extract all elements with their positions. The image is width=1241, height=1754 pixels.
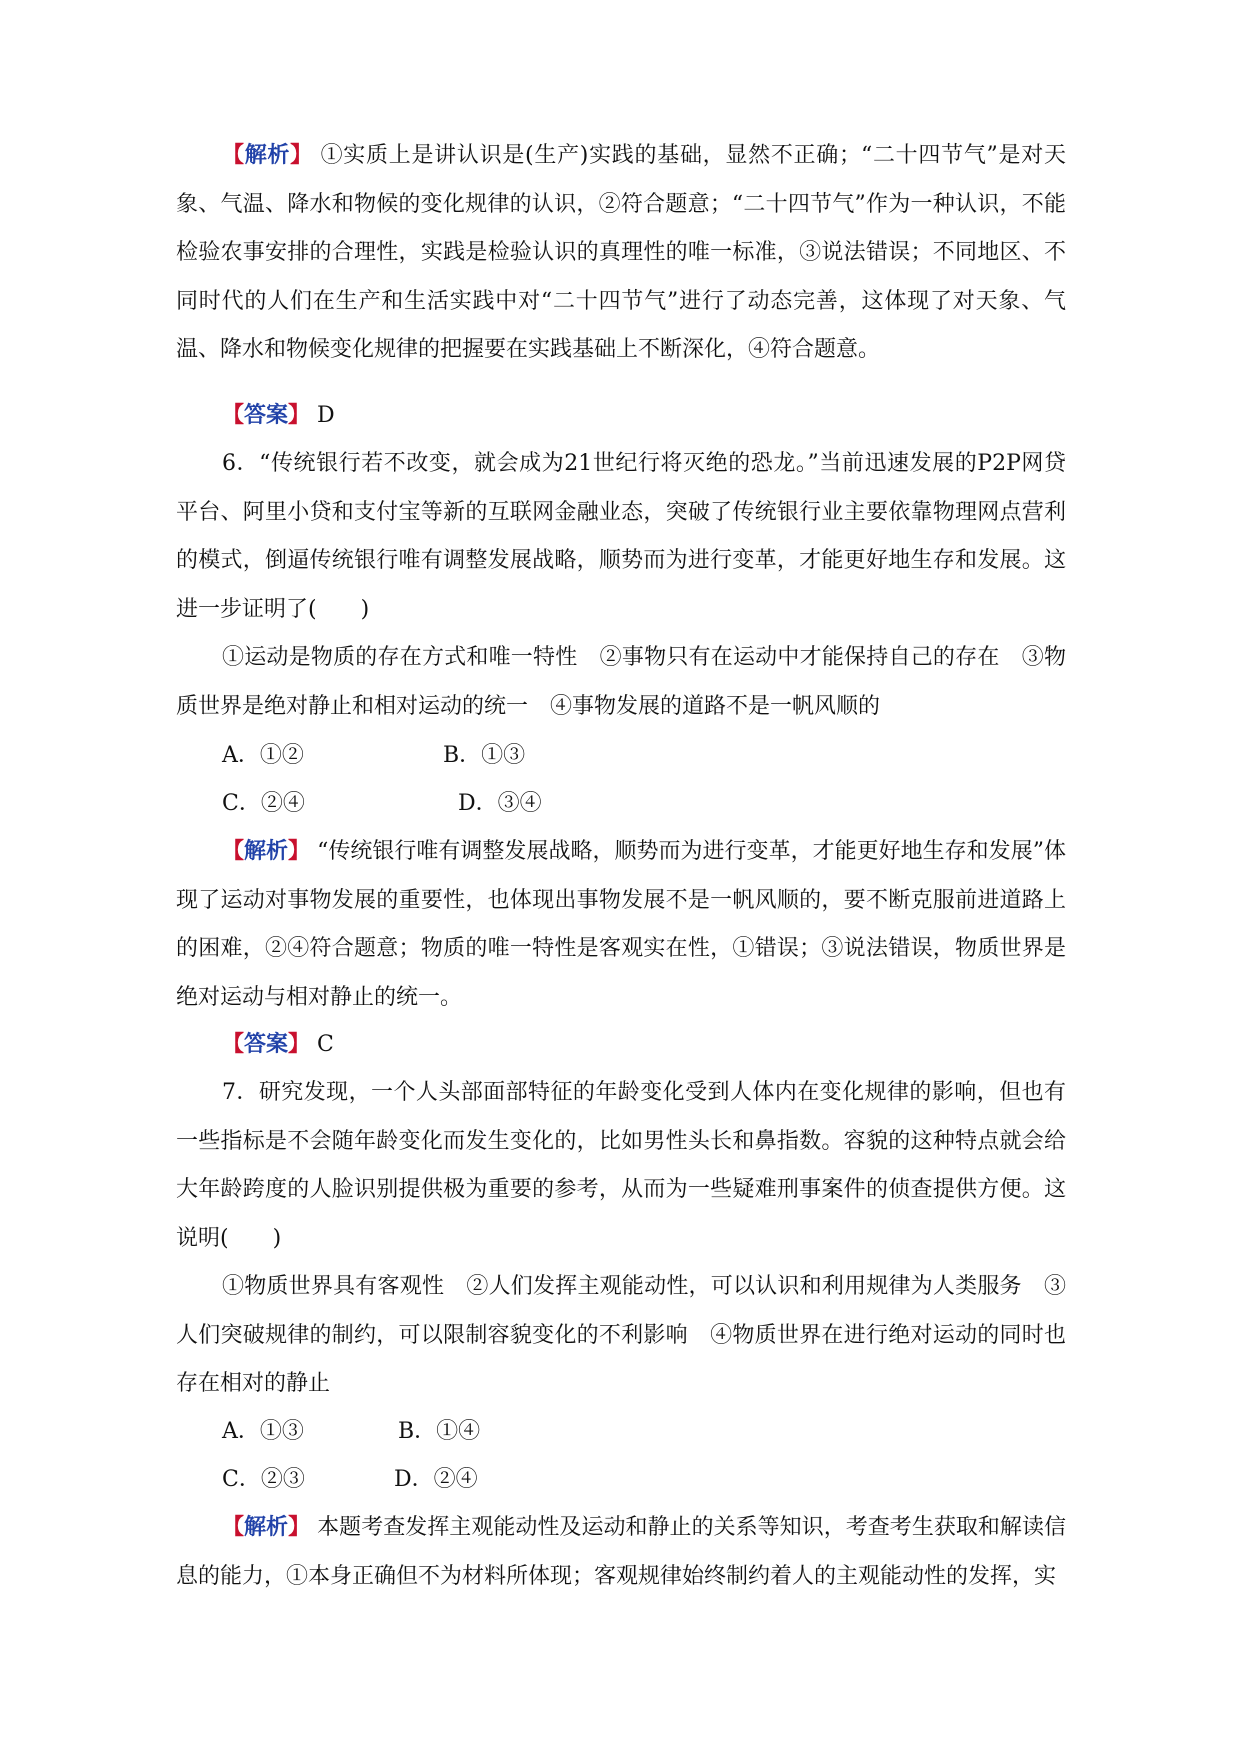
q6-analysis — [176, 828, 1066, 1022]
analysis-bracket-close: 】 — [290, 143, 313, 168]
analysis-bracket-open: 【 — [222, 143, 245, 168]
analysis-label: 解析 — [244, 839, 289, 864]
q6-option-c: C．②④ — [222, 791, 305, 816]
q7-option-c: C．②③ — [222, 1467, 305, 1492]
q6-answer-value: C — [317, 1032, 334, 1057]
answer-label: 答案 — [244, 1032, 289, 1057]
q7-statements: ①物质世界具有客观性 ②人们发挥主观能动性，可以认识和利用规律为人类服务 ③人们突破规律的制约，可以限制容貌变化的不利影响 ④物质世界在进行绝对运动的同时也存在相对的静止 — [176, 1274, 1066, 1396]
answer-label: 答案 — [244, 403, 289, 428]
q5-answer-value: D — [317, 403, 335, 428]
q7-option-b: B．①④ — [398, 1419, 481, 1444]
q6-stem: 6．“传统银行若不改变，就会成为21世纪行将灭绝的恐龙。”当前迅速发展的P2P网贷平台、阿里小贷和支付宝等新的互联网金融业态，突破了传统银行业主要依靠物理网点营利的模式，倒逼传统银行唯有调整发展战略，顺势而为进行变革，才能更好地生存和发展。这进一步证明了( ) — [176, 451, 1066, 622]
q7-option-a: A．①③ — [222, 1419, 304, 1444]
analysis-label: 解析 — [244, 143, 291, 168]
q5-analysis — [176, 132, 1066, 375]
q6-statements: ①运动是物质的存在方式和唯一特性 ②事物只有在运动中才能保持自己的存在 ③物质世界是绝对静止和相对运动的统一 ④事物发展的道路不是一帆风顺的 — [176, 645, 1066, 719]
analysis-bracket-open: 【 — [222, 1515, 245, 1540]
q7-analysis-text: 本题考查发挥主观能动性及运动和静止的关系等知识，考查考生获取和解读信息的能力，①本身正确但不为材料所体现；客观规律始终制约着人的主观能动性的发挥，实 — [176, 1515, 1066, 1589]
q5-analysis-text: ①实质上是讲认识是(生产)实践的基础，显然不正确；“二十四节气”是对天象、气温、降水和物候的变化规律的认识，②符合题意；“二十四节气”作为一种认识，不能检验农事安排的合理性，实践是检验认识的真理性的唯一标准，③说法错误；不同地区、不同时代的人们在生产和生活实践中对“二十四节气”进行了动态完善，这体现了对天象、气温、降水和物候变化规律的把握要在实践基础上不断深化，④符合题意。 — [176, 143, 1066, 362]
answer-bracket-open: 【 — [222, 403, 245, 428]
answer-bracket-open: 【 — [222, 1032, 245, 1057]
q7-stem: 7．研究发现，一个人头部面部特征的年龄变化受到人体内在变化规律的影响，但也有一些指标是不会随年龄变化而发生变化的，比如男性头长和鼻指数。容貌的这种特点就会给大年龄跨度的人脸识别提供极为重要的参考，从而为一些疑难刑事案件的侦查提供方便。这说明( ) — [176, 1080, 1066, 1251]
q6-answer — [222, 1021, 334, 1069]
answer-bracket-close: 】 — [288, 403, 311, 428]
q6-option-a: A．①② — [222, 743, 304, 768]
q6-analysis-text: “传统银行唯有调整发展战略，顺势而为进行变革，才能更好地生存和发展”体现了运动对事物发展的重要性，也体现出事物发展不是一帆风顺的，要不断克服前进道路上的困难，②④符合题意；物质的唯一特性是客观实在性，①错误；③说法错误，物质世界是绝对运动与相对静止的统一。 — [176, 839, 1066, 1010]
analysis-bracket-close: 】 — [288, 1515, 311, 1540]
analysis-bracket-close: 】 — [288, 839, 311, 864]
q7-analysis — [176, 1504, 1066, 1601]
q7-option-d: D．②④ — [394, 1467, 478, 1492]
q5-answer — [222, 392, 335, 440]
q6-option-d: D．③④ — [458, 791, 542, 816]
analysis-bracket-open: 【 — [222, 839, 245, 864]
answer-bracket-close: 】 — [288, 1032, 311, 1057]
q6-option-b: B．①③ — [443, 743, 526, 768]
analysis-label: 解析 — [244, 1515, 289, 1540]
